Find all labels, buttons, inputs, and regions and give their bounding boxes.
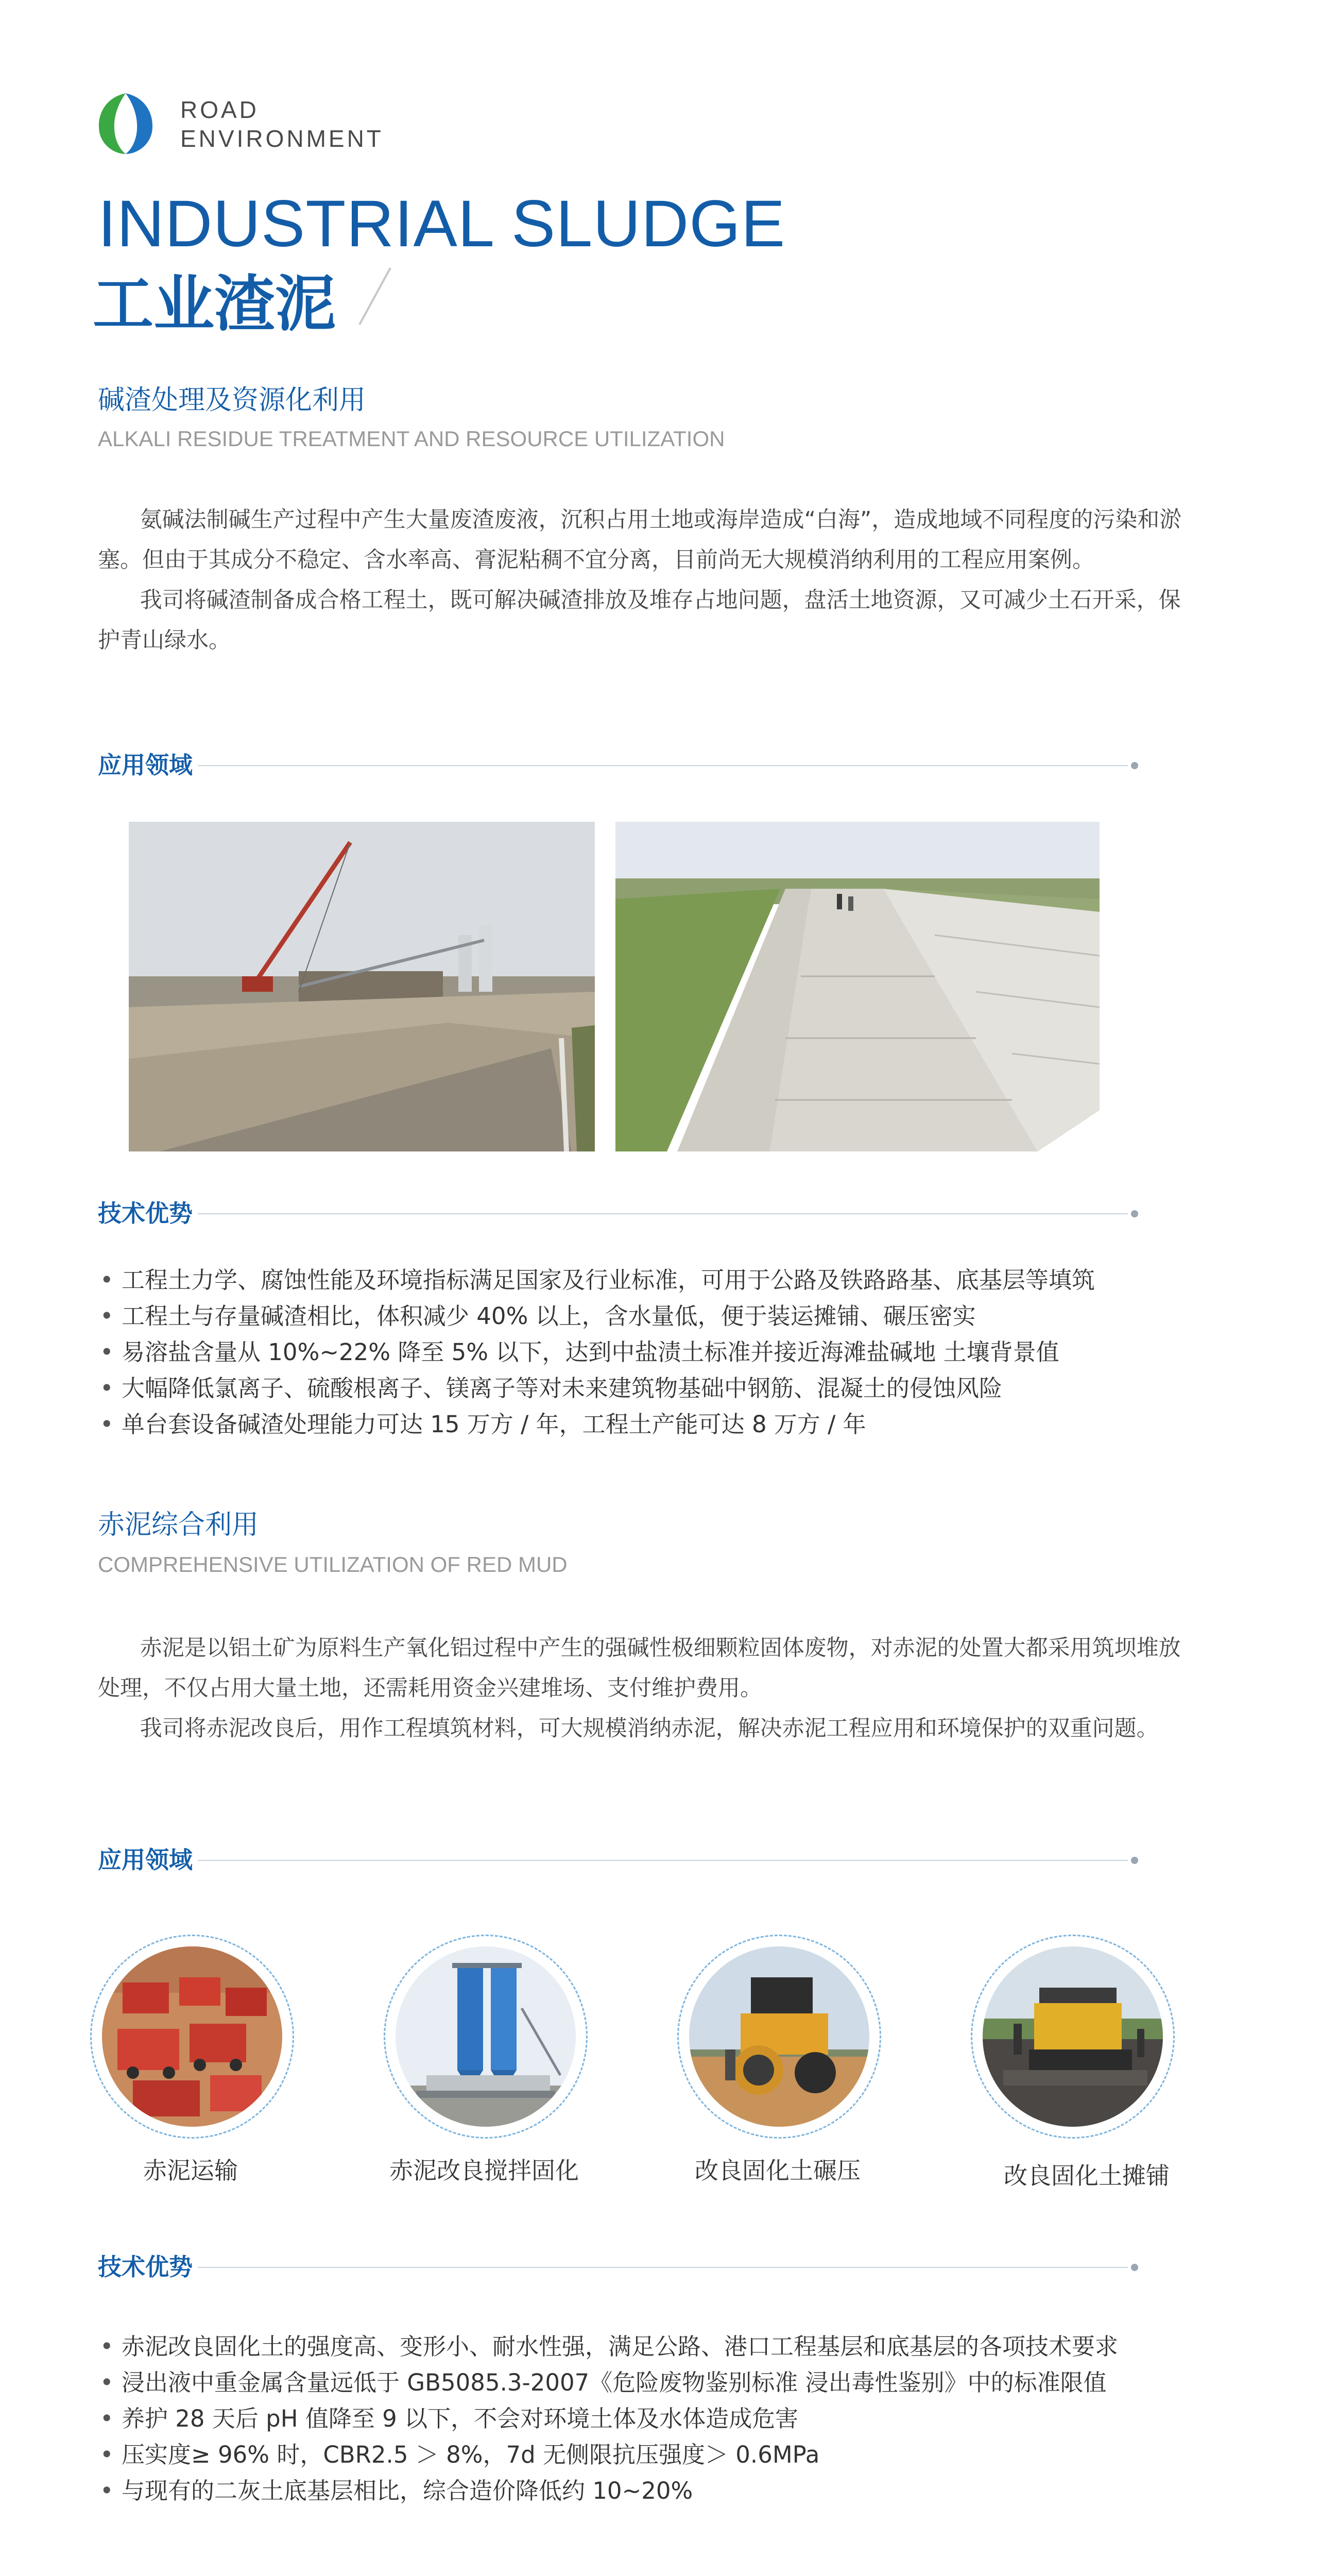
divider-dot: [1131, 1857, 1138, 1864]
title-slash-decoration: [350, 263, 397, 335]
section-text-redmud: [98, 1628, 1185, 1749]
list-item: • 赤泥改良固化土的强度高、变形小、耐水性强，满足公路、港口工程基层和底基层的各项技术要求: [98, 2329, 1118, 2365]
divider-dot: [1131, 762, 1138, 769]
paragraph: 氨碱法制碱生产过程中产生大量废渣废液，沉积占用土地或海岸造成“白海”，造成地域不同程度的污染和淤塞。但由于其成分不稳定、含水率高、膏泥粘稠不宜分离，目前尚无大规模消纳利用的工程应用案例。: [98, 507, 1182, 573]
photo-alkali-site: [129, 822, 595, 1151]
section-subtitle-alkali: ALKALI RESIDUE TREATMENT AND RESOURCE UTILIZATION: [98, 427, 725, 451]
brand-line1: ROAD: [180, 96, 259, 123]
paragraph: 我司将赤泥改良后，用作工程填筑材料，可大规模消纳赤泥，解决赤泥工程应用和环境保护的双重问题。: [140, 1716, 1159, 1741]
list-item: • 易溶盐含量从 10%~22% 降至 5% 以下，达到中盐渍土标准并接近海滩盐碱地 土壤背景值: [98, 1334, 1095, 1370]
divider-line: [98, 765, 1128, 766]
divider-dot: [1131, 2264, 1138, 2271]
section-title-redmud: 赤泥综合利用: [98, 1510, 259, 1540]
page-title-en: INDUSTRIAL SLUDGE: [98, 187, 786, 261]
list-item: • 压实度≥ 96% 时，CBR2.5 ＞ 8%，7d 无侧限抗压强度＞ 0.6MPa: [98, 2437, 1118, 2473]
application-label-transport: 赤泥运输: [143, 2157, 238, 2184]
application-label-mixing: 赤泥改良搅拌固化: [389, 2157, 579, 2184]
brand-line2: ENVIRONMENT: [180, 125, 384, 152]
subheading-application-alkali: [98, 750, 1138, 781]
image-redmud-paving: [971, 1935, 1175, 2139]
list-item: • 工程土与存量碱渣相比，体积减少 40% 以上，含水量低，便于装运摊铺、碾压密实: [98, 1298, 1095, 1334]
application-label-rolling: 改良固化土碾压: [695, 2157, 861, 2184]
list-item: • 与现有的二灰土底基层相比，综合造价降低约 10~20%: [98, 2473, 1118, 2509]
subheading-advantages-redmud: [98, 2251, 1138, 2282]
divider-line: [98, 1213, 1128, 1214]
image-redmud-rolling: [677, 1935, 881, 2139]
image-redmud-mixing: [384, 1935, 588, 2139]
page-title-cn: 工业渣泥: [93, 268, 336, 340]
subheading-advantages-alkali: [98, 1198, 1138, 1229]
divider-line: [98, 1860, 1128, 1861]
section-subtitle-redmud: COMPREHENSIVE UTILIZATION OF RED MUD: [98, 1552, 568, 1577]
divider-line: [98, 2267, 1128, 2268]
subheading-label: 技术优势: [98, 1198, 198, 1229]
section-text-alkali: [98, 500, 1185, 660]
image-redmud-transport: [90, 1935, 294, 2139]
subheading-label: 技术优势: [98, 2251, 198, 2282]
list-item: • 大幅降低氯离子、硫酸根离子、镁离子等对未来建筑物基础中钢筋、混凝土的侵蚀风险: [98, 1370, 1095, 1406]
subheading-label: 应用领域: [98, 1844, 198, 1875]
subheading-application-redmud: [98, 1844, 1138, 1875]
advantages-list-alkali: [98, 1262, 1095, 1443]
list-item: • 单台套设备碱渣处理能力可达 15 万方 / 年，工程土产能可达 8 万方 / 年: [98, 1406, 1095, 1443]
list-item: • 养护 28 天后 pH 值降至 9 以下，不会对环境土体及水体造成危害: [98, 2401, 1118, 2437]
divider-dot: [1131, 1210, 1138, 1217]
logo-icon: [93, 91, 159, 157]
paragraph: 赤泥是以铝土矿为原料生产氧化铝过程中产生的强碱性极细颗粒固体废物，对赤泥的处置大都采用筑坝堆放处理，不仅占用大量土地，还需耗用资金兴建堆场、支付维护费用。: [98, 1635, 1181, 1701]
brand-name: [180, 95, 384, 153]
list-item: • 浸出液中重金属含量远低于 GB5085.3-2007《危险废物鉴别标准 浸出毒性鉴别》中的标准限值: [98, 2365, 1118, 2401]
section-title-alkali: 碱渣处理及资源化利用: [98, 385, 366, 416]
subheading-label: 应用领域: [98, 750, 198, 781]
paragraph: 我司将碱渣制备成合格工程土，既可解决碱渣排放及堆存占地问题，盘活土地资源，又可减少土石开采，保护青山绿水。: [98, 587, 1181, 653]
advantages-list-redmud: [98, 2329, 1118, 2509]
list-item: • 工程土力学、腐蚀性能及环境指标满足国家及行业标准，可用于公路及铁路路基、底基层等填筑: [98, 1262, 1095, 1298]
photo-alkali-channel: [615, 822, 1100, 1151]
application-label-paving: 改良固化土摊铺: [1004, 2162, 1170, 2190]
